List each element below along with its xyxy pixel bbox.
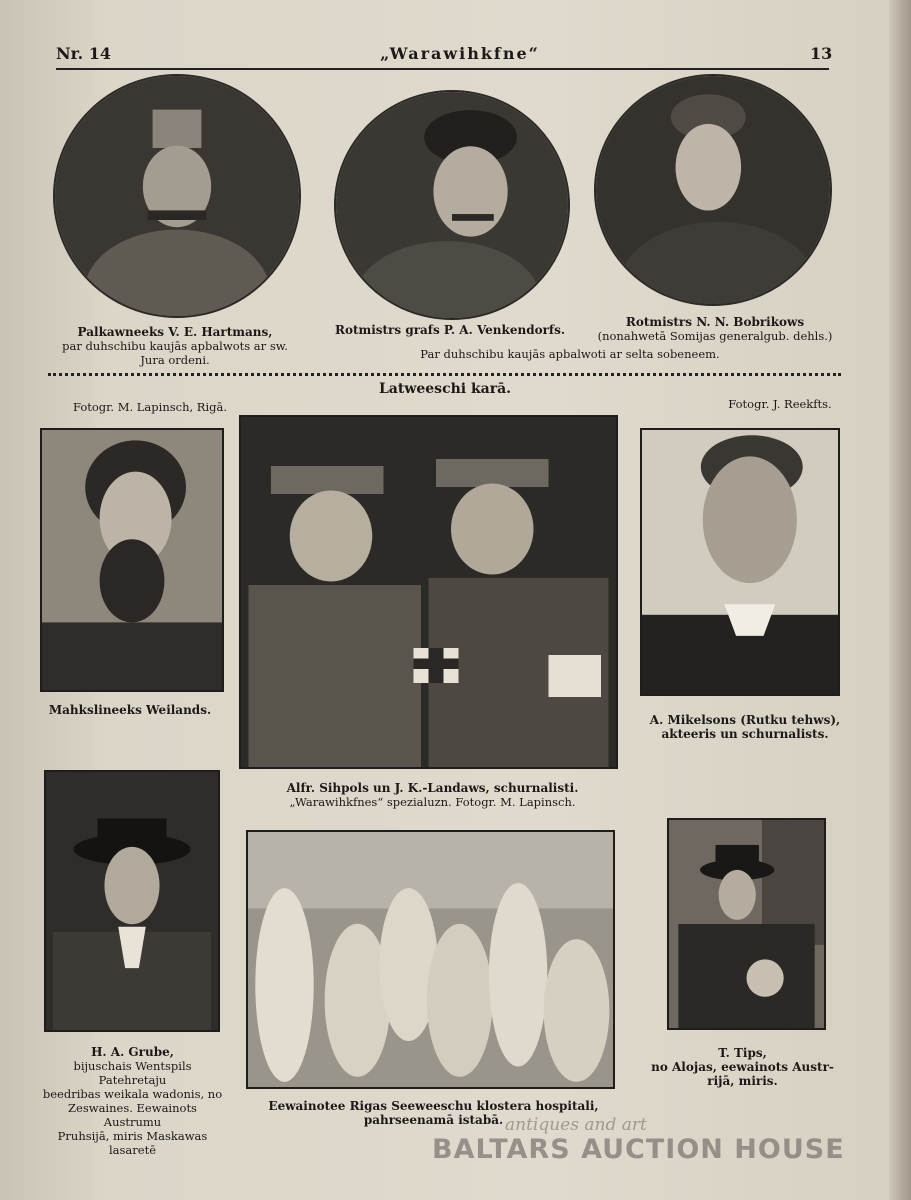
portrait-venkendorfs	[334, 90, 570, 320]
photo-credit-right: Fotogr. J. Reekfts.	[728, 397, 832, 411]
header-rule	[56, 68, 829, 70]
caption-grube-line4: Pruhsijā, miris Maskawas lasaretē	[57, 1129, 208, 1157]
caption-grube-line3: Zeswaines. Eewainots Austrumu	[68, 1101, 197, 1129]
section-title: Latweeschi karā.	[378, 381, 512, 397]
caption-bobrikows-line1: (nonahwetā Somijas generalgub. dehls.)	[597, 329, 833, 343]
caption-grube	[40, 1045, 225, 1157]
magazine-title: „Warawihkfne“	[380, 44, 540, 63]
caption-mikelsons-name: A. Mikelsons (Rutku tehws),	[649, 713, 841, 727]
caption-tips-line2: rijā, miris.	[707, 1074, 778, 1088]
caption-weilands	[40, 703, 220, 717]
caption-grube-name: H. A. Grube,	[91, 1045, 174, 1059]
photo-credit-left: Fotogr. M. Lapinsch, Rigā.	[72, 400, 228, 414]
caption-hartmans-line1: par duhschibu kaujās apbalwots ar sw.	[62, 339, 288, 353]
caption-tips-name: T. Tips,	[718, 1046, 767, 1060]
caption-grube-line1: bijuschais Wentspils Patehretaju	[73, 1059, 192, 1087]
caption-sihpols-landaws	[245, 781, 620, 809]
portrait-tips	[667, 818, 826, 1030]
caption-weilands-name: Mahkslineeks Weilands.	[48, 703, 212, 717]
issue-number: Nr. 14	[56, 44, 111, 63]
photo-sihpols-landaws	[239, 415, 618, 769]
caption-mikelsons-line1: akteeris un schurnalists.	[661, 727, 829, 741]
caption-hospital-line1: pahrseenamā istabā.	[363, 1113, 504, 1127]
caption-sihpols-landaws-name: Alfr. Sihpols un J. K.-Landaws, schurnalisti.	[286, 781, 579, 795]
caption-bobrikows-name: Rotmistrs N. N. Bobrikows	[625, 315, 805, 329]
caption-sihpols-landaws-line1: „Warawihkfnes“ spezialuzn. Fotogr. M. Lapinsch.	[289, 795, 576, 809]
caption-tips-line1: no Alojas, eewainots Austr-	[651, 1060, 834, 1074]
portrait-weilands	[40, 428, 224, 692]
shared-award-caption: Par duhschibu kaujās apbalwoti ar selta sobeneem.	[420, 347, 720, 361]
caption-hartmans-name: Palkawneeks V. E. Hartmans,	[77, 325, 273, 339]
caption-venkendorfs-name: Rotmistrs grafs P. A. Venkendorfs.	[334, 323, 566, 337]
section-divider	[48, 373, 841, 376]
watermark-brand: BALTARS AUCTION HOUSE	[432, 1134, 845, 1165]
portrait-hartmans	[53, 74, 301, 318]
portrait-bobrikows	[594, 74, 832, 306]
page-spine-shadow	[889, 0, 911, 1200]
caption-hartmans	[50, 325, 300, 367]
caption-venkendorfs	[325, 323, 575, 337]
caption-hartmans-line2: Jura ordeni.	[140, 353, 210, 367]
caption-tips	[645, 1046, 840, 1088]
portrait-mikelsons	[640, 428, 840, 696]
caption-bobrikows	[585, 315, 845, 343]
caption-hospital-name: Eewainotee Rigas Seeweeschu klostera hospitali,	[268, 1099, 599, 1113]
watermark-tagline: antiques and art	[505, 1115, 647, 1135]
caption-grube-line2: beedribas weikala wadonis, no	[42, 1087, 223, 1101]
portrait-grube	[44, 770, 220, 1032]
photo-hospital-ward	[246, 830, 615, 1089]
caption-mikelsons	[630, 713, 860, 741]
page-number: 13	[810, 44, 833, 63]
